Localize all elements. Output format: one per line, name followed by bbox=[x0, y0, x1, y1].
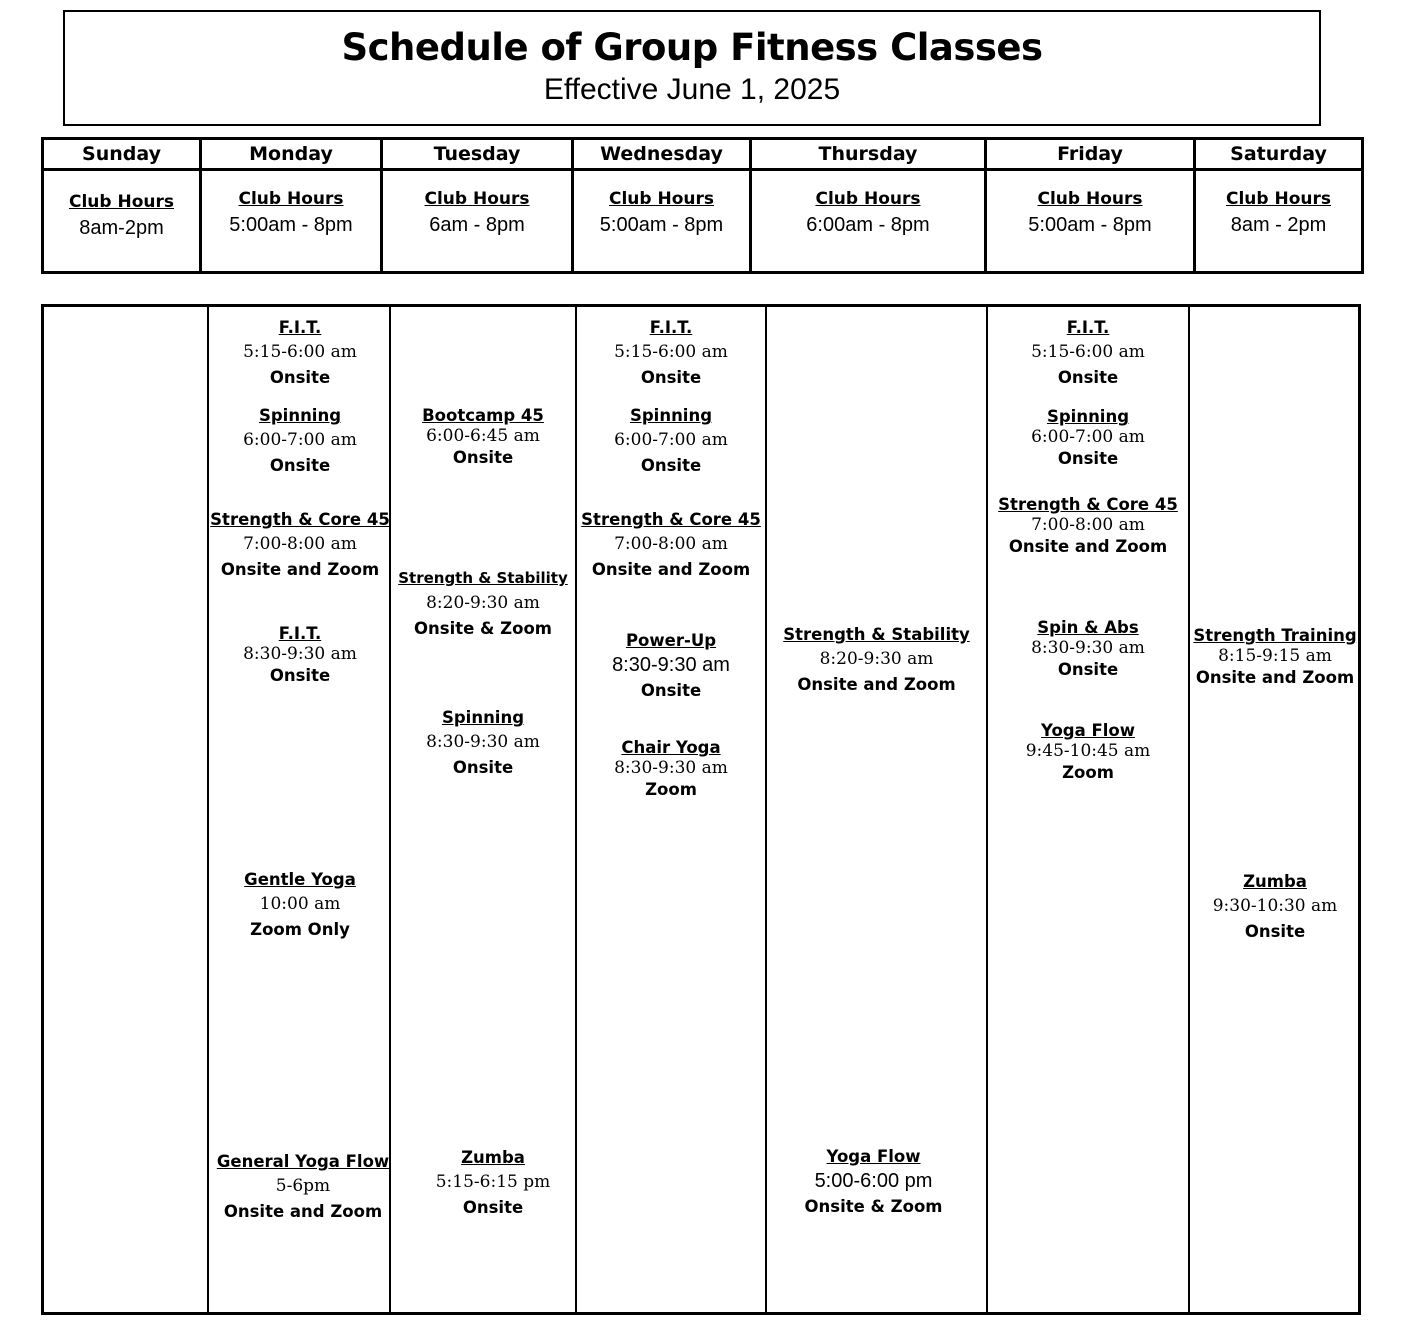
class-name: Strength & Stability bbox=[783, 625, 970, 644]
class-location: Onsite bbox=[640, 368, 702, 387]
class-name: F.I.T. bbox=[278, 318, 322, 337]
class-location: Onsite bbox=[269, 368, 331, 387]
day-header-friday: Friday bbox=[986, 139, 1195, 170]
class-time: 8:30-9:30 am bbox=[426, 732, 540, 752]
class-name: Yoga Flow bbox=[1041, 721, 1135, 740]
class-location: Onsite and Zoom bbox=[1008, 537, 1168, 556]
class-location: Onsite and Zoom bbox=[797, 675, 956, 694]
schedule-column-tuesday bbox=[389, 307, 575, 1312]
class-name: Gentle Yoga bbox=[244, 870, 356, 889]
club-hours-label: Club Hours bbox=[815, 189, 921, 209]
club-hours-row bbox=[43, 170, 1363, 273]
class-name: F.I.T. bbox=[1066, 318, 1110, 337]
club-hours-sunday bbox=[43, 170, 201, 273]
class-name: General Yoga Flow bbox=[216, 1152, 390, 1171]
class-time: 6:00-7:00 am bbox=[1031, 427, 1145, 447]
club-hours-time: 5:00am - 8pm bbox=[229, 214, 353, 236]
class-entry bbox=[391, 566, 575, 641]
class-time: 5:15-6:15 pm bbox=[435, 1172, 551, 1192]
class-name: F.I.T. bbox=[649, 318, 693, 337]
class-time: 5-6pm bbox=[275, 1176, 331, 1196]
class-time: 6:00-7:00 am bbox=[243, 430, 357, 450]
class-location: Onsite bbox=[452, 758, 514, 777]
class-entry bbox=[577, 507, 765, 582]
club-hours-label: Club Hours bbox=[68, 192, 174, 212]
class-time: 8:30-9:30 am bbox=[614, 758, 728, 778]
class-time: 7:00-8:00 am bbox=[1031, 515, 1145, 535]
class-name: Bootcamp 45 bbox=[422, 406, 544, 425]
class-location: Onsite bbox=[462, 1198, 524, 1217]
class-name: F.I.T. bbox=[278, 624, 322, 643]
class-location: Zoom bbox=[1062, 763, 1114, 782]
club-hours-time: 8am-2pm bbox=[79, 217, 164, 239]
class-name: Chair Yoga bbox=[621, 738, 721, 757]
class-entry bbox=[391, 405, 575, 468]
class-location: Onsite bbox=[269, 456, 331, 475]
club-hours-label: Club Hours bbox=[1225, 189, 1331, 209]
class-schedule-grid bbox=[41, 304, 1361, 1315]
class-entry bbox=[988, 617, 1188, 680]
class-time: 5:15-6:00 am bbox=[243, 342, 357, 362]
class-entry bbox=[1190, 869, 1360, 944]
club-hours-monday bbox=[201, 170, 382, 273]
class-name: Strength & Stability bbox=[398, 569, 568, 587]
class-location: Onsite and Zoom bbox=[223, 1202, 383, 1221]
class-time: 8:30-9:30 am bbox=[243, 644, 357, 664]
class-location: Onsite bbox=[1057, 449, 1119, 468]
schedule-column-monday bbox=[207, 307, 391, 1312]
title-box bbox=[63, 10, 1321, 126]
class-entry bbox=[411, 1145, 575, 1220]
class-time: 8:20-9:30 am bbox=[426, 593, 540, 613]
club-hours-label: Club Hours bbox=[238, 189, 344, 209]
class-location: Onsite and Zoom bbox=[591, 560, 751, 579]
class-time: 6:00-6:45 am bbox=[426, 426, 540, 446]
club-hours-tuesday bbox=[382, 170, 573, 273]
class-entry bbox=[391, 705, 575, 780]
class-time: 8:15-9:15 am bbox=[1218, 646, 1332, 666]
club-hours-label: Club Hours bbox=[608, 189, 714, 209]
schedule-column-friday bbox=[986, 307, 1188, 1312]
class-entry bbox=[577, 628, 765, 703]
class-time: 5:00-6:00 pm bbox=[814, 1170, 933, 1192]
class-time: 6:00-7:00 am bbox=[614, 430, 728, 450]
class-time: 9:30-10:30 am bbox=[1212, 896, 1338, 916]
class-location: Onsite bbox=[1244, 922, 1306, 941]
class-name: Strength Training bbox=[1193, 626, 1357, 645]
schedule-column-sunday bbox=[44, 307, 207, 1312]
class-name: Spinning bbox=[258, 406, 342, 425]
class-location: Onsite bbox=[640, 456, 702, 475]
club-hours-label: Club Hours bbox=[1037, 189, 1143, 209]
class-location: Zoom Only bbox=[250, 920, 350, 939]
schedule-column-thursday bbox=[765, 307, 986, 1312]
class-entry bbox=[577, 403, 765, 478]
class-location: Onsite bbox=[640, 681, 702, 700]
class-location: Onsite bbox=[1057, 368, 1119, 387]
class-name: Yoga Flow bbox=[826, 1147, 921, 1166]
club-hours-wednesday bbox=[573, 170, 751, 273]
club-hours-thursday bbox=[751, 170, 986, 273]
club-hours-time: 6am - 8pm bbox=[429, 214, 525, 236]
day-header-monday: Monday bbox=[201, 139, 382, 170]
class-location: Onsite bbox=[1057, 660, 1119, 679]
class-name: Spinning bbox=[1046, 407, 1130, 426]
class-entry bbox=[988, 494, 1188, 557]
class-entry bbox=[209, 867, 391, 942]
schedule-column-wednesday bbox=[575, 307, 765, 1312]
club-hours-time: 6:00am - 8pm bbox=[806, 214, 930, 236]
class-name: Power-Up bbox=[625, 631, 717, 650]
day-header-wednesday: Wednesday bbox=[573, 139, 751, 170]
page-title: Schedule of Group Fitness Classes bbox=[341, 26, 1043, 69]
class-location: Onsite and Zoom bbox=[220, 560, 380, 579]
class-name: Zumba bbox=[1243, 872, 1307, 891]
class-location: Onsite bbox=[269, 666, 331, 685]
day-header-tuesday: Tuesday bbox=[382, 139, 573, 170]
class-name: Strength & Core 45 bbox=[581, 510, 761, 529]
club-hours-table bbox=[41, 137, 1364, 274]
day-header-thursday: Thursday bbox=[751, 139, 986, 170]
class-entry bbox=[767, 622, 986, 697]
class-entry bbox=[209, 507, 391, 582]
class-time: 10:00 am bbox=[259, 894, 341, 914]
class-name: Spinning bbox=[441, 708, 525, 727]
class-entry bbox=[209, 623, 391, 686]
effective-date: Effective June 1, 2025 bbox=[543, 73, 841, 106]
club-hours-time: 5:00am - 8pm bbox=[1028, 214, 1152, 236]
class-entry bbox=[215, 1149, 391, 1224]
class-entry bbox=[988, 720, 1188, 783]
class-entry bbox=[1190, 625, 1360, 688]
class-location: Onsite & Zoom bbox=[804, 1197, 943, 1216]
club-hours-label: Club Hours bbox=[424, 189, 530, 209]
class-name: Strength & Core 45 bbox=[210, 510, 390, 529]
class-time: 7:00-8:00 am bbox=[614, 534, 728, 554]
class-name: Strength & Core 45 bbox=[998, 495, 1178, 514]
class-name: Spinning bbox=[629, 406, 713, 425]
class-entry bbox=[209, 403, 391, 478]
day-header-row bbox=[43, 139, 1363, 170]
class-entry bbox=[988, 315, 1188, 390]
class-time: 5:15-6:00 am bbox=[1031, 342, 1145, 362]
class-entry bbox=[209, 315, 391, 390]
class-location: Onsite and Zoom bbox=[1195, 668, 1355, 687]
class-entry bbox=[577, 737, 765, 800]
club-hours-saturday bbox=[1195, 170, 1363, 273]
class-entry bbox=[988, 406, 1188, 469]
class-entry bbox=[577, 315, 765, 390]
day-header-saturday: Saturday bbox=[1195, 139, 1363, 170]
class-time: 8:30-9:30 am bbox=[1031, 638, 1145, 658]
class-name: Spin & Abs bbox=[1037, 618, 1139, 637]
class-name: Zumba bbox=[461, 1148, 525, 1167]
class-time: 9:45-10:45 am bbox=[1025, 741, 1151, 761]
class-time: 7:00-8:00 am bbox=[243, 534, 357, 554]
schedule-column-saturday bbox=[1188, 307, 1360, 1312]
class-time: 8:20-9:30 am bbox=[819, 649, 934, 669]
class-entry bbox=[767, 1144, 980, 1219]
class-location: Zoom bbox=[645, 780, 697, 799]
class-location: Onsite & Zoom bbox=[413, 619, 553, 638]
class-time: 5:15-6:00 am bbox=[614, 342, 728, 362]
club-hours-time: 5:00am - 8pm bbox=[599, 214, 724, 236]
class-location: Onsite bbox=[452, 448, 514, 467]
club-hours-friday bbox=[986, 170, 1195, 273]
club-hours-time: 8am - 2pm bbox=[1230, 214, 1327, 236]
day-header-sunday: Sunday bbox=[43, 139, 201, 170]
class-time: 8:30-9:30 am bbox=[612, 654, 730, 676]
